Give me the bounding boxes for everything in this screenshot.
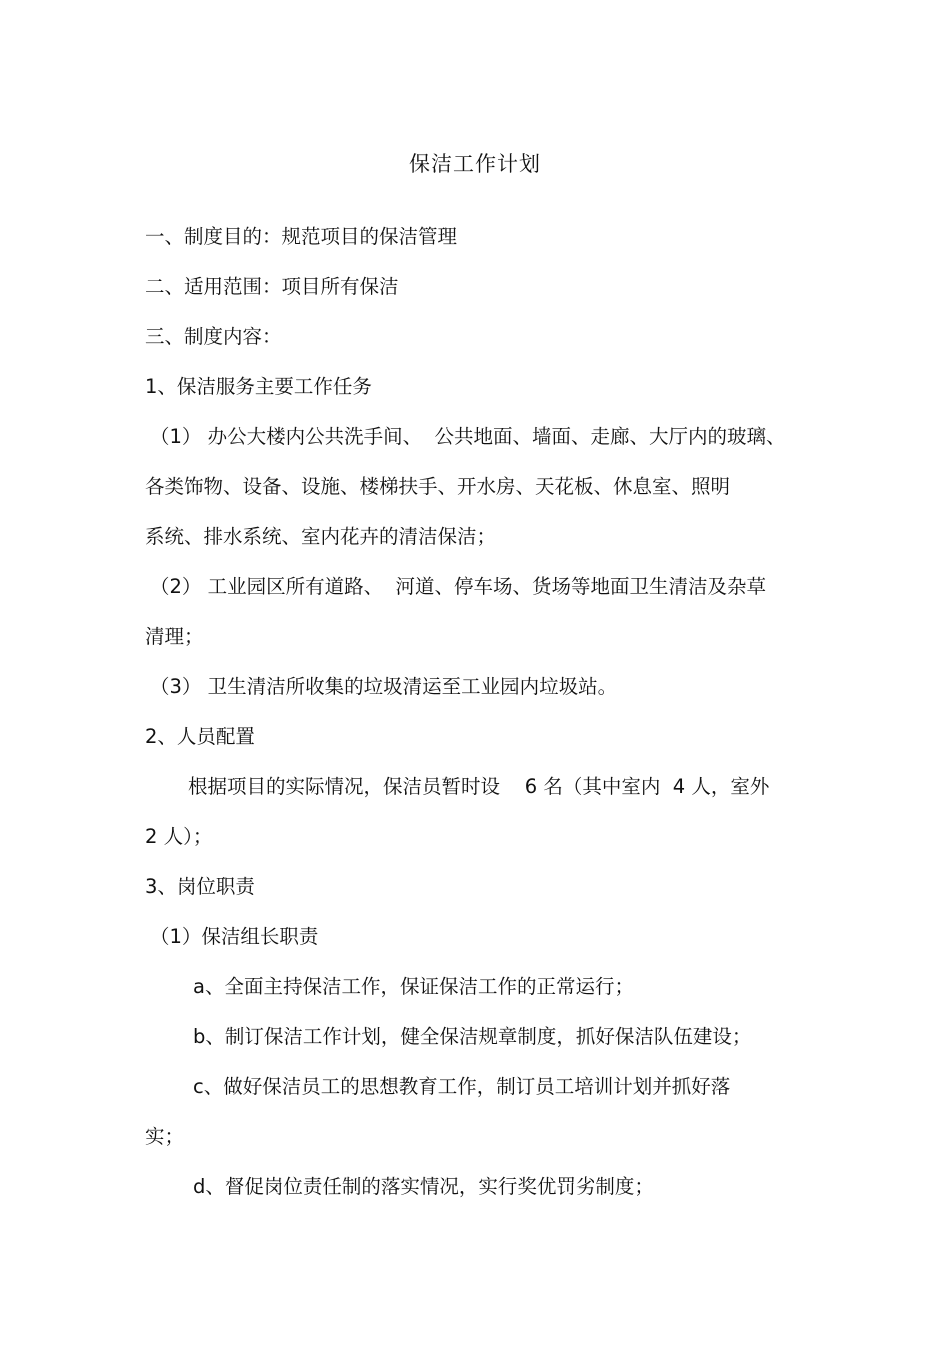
text-line: 系统、排水系统、室内花卉的清洁保洁；: [145, 525, 497, 548]
text-line: （3） 卫生清洁所收集的垃圾清运至工业园内垃圾站。: [150, 675, 618, 698]
text-line: 2 人）；: [145, 825, 213, 848]
text-line: 根据项目的实际情况，保洁员暂时设 6 名（其中室内 4 人，室外: [188, 775, 770, 798]
text-line: 2、人员配置: [145, 725, 255, 748]
text-line: 清理；: [145, 625, 204, 648]
text-line: b、制订保洁工作计划，健全保洁规章制度，抓好保洁队伍建设；: [193, 1025, 752, 1048]
text-line: 1、保洁服务主要工作任务: [145, 375, 372, 398]
text-line: 二、适用范围：项目所有保洁: [145, 275, 399, 298]
text-line: c、做好保洁员工的思想教育工作，制订员工培训计划并抓好落: [193, 1075, 731, 1098]
text-line: 各类饰物、设备、设施、楼梯扶手、开水房、天花板、休息室、照明: [145, 475, 731, 498]
text-line: d、督促岗位责任制的落实情况，实行奖优罚劣制度；: [193, 1175, 654, 1198]
text-line: a、全面主持保洁工作，保证保洁工作的正常运行；: [193, 975, 634, 998]
text-line: （1）保洁组长职责: [150, 925, 319, 948]
document-title: 保洁工作计划: [409, 152, 541, 176]
text-line: 实；: [145, 1125, 185, 1148]
text-line: （1） 办公大楼内公共洗手间、 公共地面、墙面、走廊、大厅内的玻璃、: [150, 425, 786, 448]
text-line: （2） 工业园区所有道路、 河道、停车场、货场等地面卫生清洁及杂草: [150, 575, 767, 598]
text-line: 3、岗位职责: [145, 875, 255, 898]
text-line: 一、制度目的：规范项目的保洁管理: [145, 225, 458, 248]
text-line: 三、制度内容：: [145, 325, 282, 348]
